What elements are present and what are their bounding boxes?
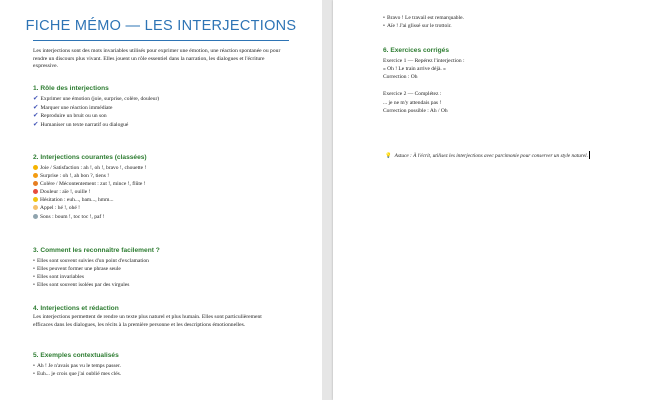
list-item: ✔ Marquer une réaction immédiate [33, 103, 113, 111]
bullet-icon: • [33, 363, 35, 369]
section-2-list [33, 164, 293, 221]
bullet-icon: • [33, 274, 35, 281]
list-item: • Elles sont souvent suivies d'un point d'exclamation [33, 258, 149, 264]
list-item: • Aïe ! J'ai glissé sur le trottoir. [383, 23, 452, 30]
list-item: Douleur : aïe !, ouille ! [33, 188, 293, 196]
bullet-icon: • [33, 258, 35, 264]
intro-paragraph: Les interjections sont des mots invariables utilisés pour exprimer une émotion, une réaction spontanée ou pour rendre un discours plus vivant. Elles jouent un rôle essentiel dans la narration, les dialogues et l'écriture expressive. [33, 48, 281, 70]
page-gap [322, 0, 333, 400]
list-item: ✔ Exprimer une émotion (joie, surprise, colère, douleur) [33, 95, 160, 102]
bullet-icon: • [33, 282, 35, 289]
text-cursor [589, 151, 590, 159]
bullet-icon: • [383, 23, 385, 30]
list-item: • Bravo ! Le travail est remarquable. [383, 15, 464, 21]
exercise-2-title: Exercice 2 — Complétez : [383, 91, 442, 97]
document-page-left [0, 0, 322, 400]
section-1-list [33, 95, 293, 129]
thinking-emoji-icon [33, 197, 38, 202]
section-5-list-continued [383, 14, 643, 30]
section-5-heading: 5. Exemples contextualisés [33, 352, 119, 359]
bullet-icon: • [33, 266, 35, 273]
list-item: Colère / Mécontentement : zut !, mince !, flûte ! [33, 180, 293, 188]
lightbulb-icon: 💡 [385, 153, 392, 159]
angry-emoji-icon [33, 181, 38, 186]
section-6-heading: 6. Exercices corrigés [383, 47, 449, 54]
exercise-1-title: Exercice 1 — Repérez l'interjection : [383, 58, 465, 64]
list-item: • Ah ! Je n'avais pas vu le temps passer. [33, 363, 121, 369]
section-4-heading: 4. Interjections et rédaction [33, 305, 119, 312]
checkmark-icon: ✔ [33, 103, 39, 111]
checkmark-icon: ✔ [33, 95, 39, 102]
list-item: ✔ Humaniser un texte narratif ou dialogué [33, 120, 129, 128]
section-3-heading: 3. Comment les reconnaître facilement ? [33, 247, 160, 254]
bullet-icon: • [383, 15, 385, 21]
pain-emoji-icon [33, 189, 38, 194]
exercise-1-answer: Correction : Oh [383, 74, 418, 80]
list-item: • Elles sont invariables [33, 274, 84, 281]
list-item: • Elles sont souvent isolées par des virgules [33, 282, 130, 289]
list-item: Surprise : oh !, ah bon ?, tiens ! [33, 172, 293, 180]
tip-note: 💡 Astuce : À l'écrit, utilisez les interjections avec parcimonie pour conserver un style naturel. [385, 153, 588, 159]
waving-hand-icon [33, 205, 38, 210]
section-1-heading: 1. Rôle des interjections [33, 85, 109, 92]
list-item: ✔ Reproduire un bruit ou un son [33, 112, 107, 120]
surprised-emoji-icon [33, 173, 38, 178]
checkmark-icon: ✔ [33, 120, 39, 128]
list-item: Hésitation : euh..., bam..., hmm... [33, 196, 293, 204]
exercise-1-sentence: « Oh ! Le train arrive déjà. » [383, 66, 446, 72]
section-2-heading: 2. Interjections courantes (classées) [33, 154, 147, 161]
section-3-list [33, 257, 293, 289]
bullet-icon: • [33, 371, 35, 378]
list-item: Sons : boum !, toc toc !, paf ! [33, 213, 293, 221]
title-underline [33, 40, 289, 41]
page-title: FICHE MÉMO — LES INTERJECTIONS [25, 18, 297, 34]
section-5-list [33, 362, 293, 378]
list-item: Joie / Satisfaction : ah !, oh !, bravo !, chouette ! [33, 164, 293, 172]
section-4-paragraph: Les interjections permettent de rendre un texte plus naturel et plus humain. Elles sont particulièrement efficaces dans les dialogues, les récits à la première personne et les descriptions émotionnelles. [33, 314, 262, 328]
list-item: • Elles peuvent former une phrase seule [33, 266, 121, 273]
exercise-2-sentence: ... je ne m'y attendais pas ! [383, 100, 442, 106]
list-item: • Euh... je crois que j'ai oublié mes clés. [33, 371, 122, 378]
sound-icon [33, 214, 38, 219]
exercise-2-answer: Correction possible : Ah / Oh [383, 108, 448, 114]
checkmark-icon: ✔ [33, 112, 39, 120]
list-item: Appel : hé !, ohé ! [33, 204, 293, 212]
happy-emoji-icon [33, 165, 38, 170]
